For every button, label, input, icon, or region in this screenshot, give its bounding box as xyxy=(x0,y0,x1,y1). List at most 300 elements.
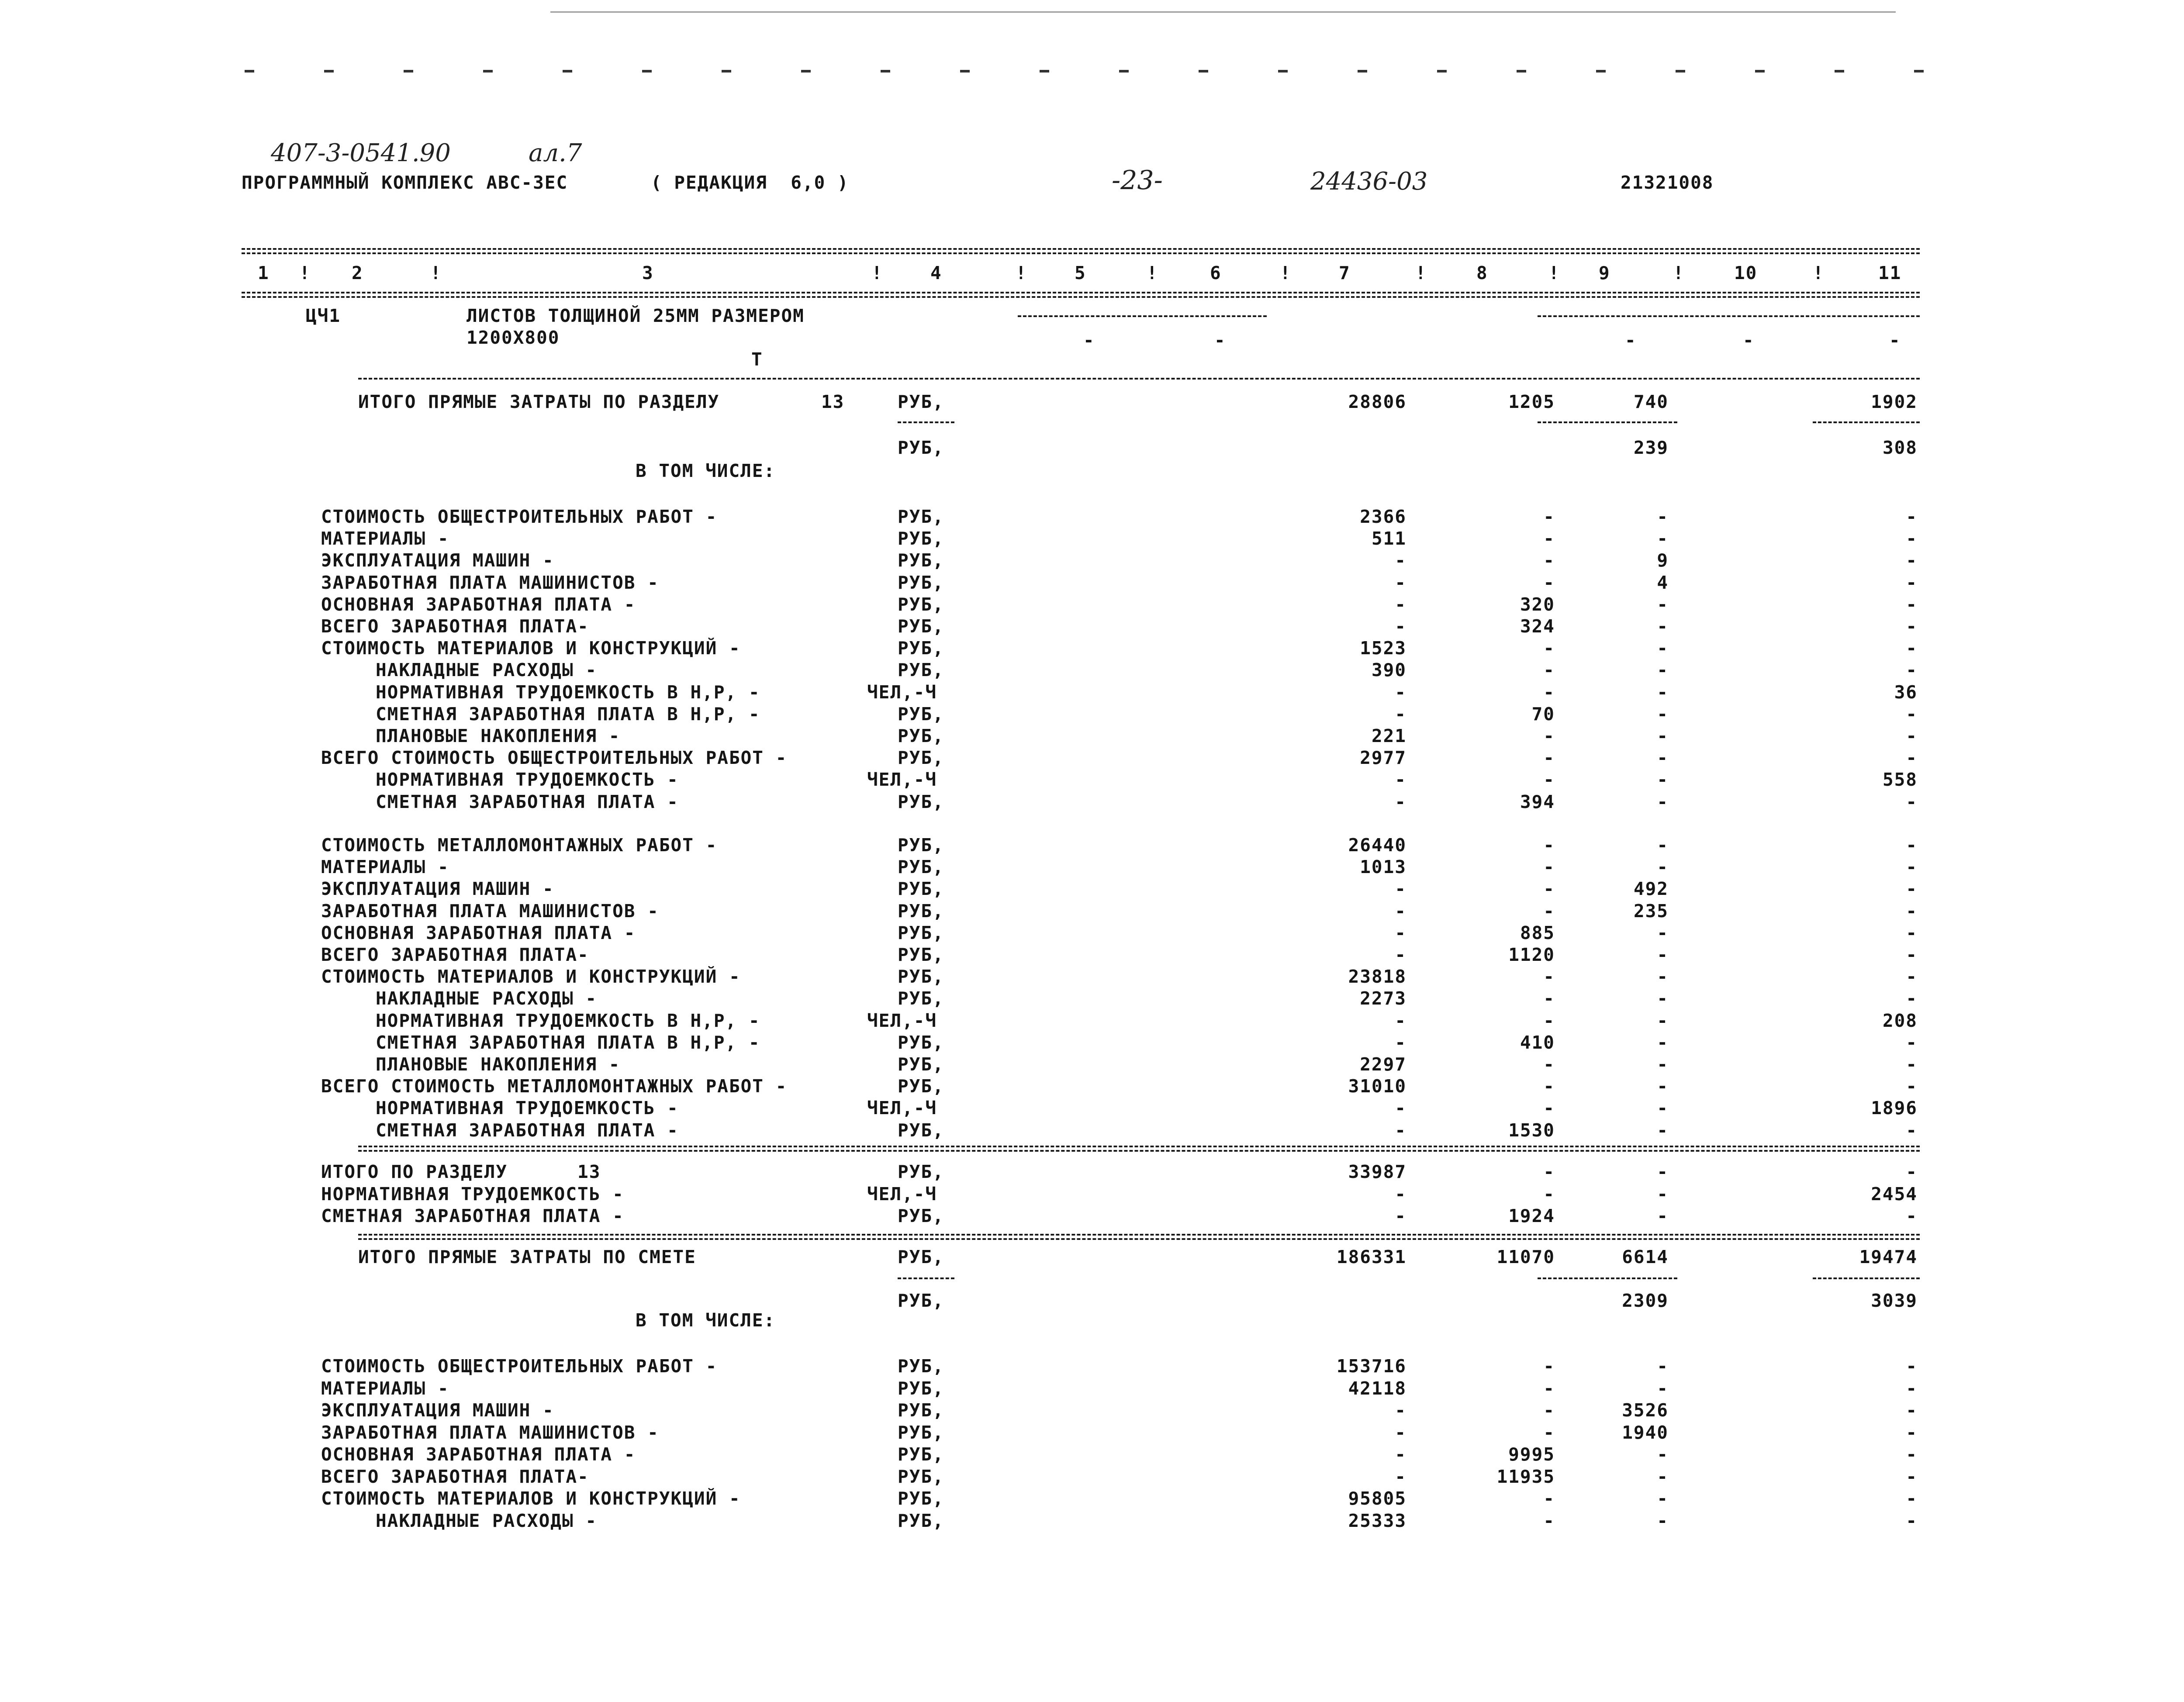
row-col7: 23818 xyxy=(1348,966,1406,987)
column-header-rule xyxy=(242,292,1920,293)
row-col9: 1940 xyxy=(1622,1422,1669,1443)
estimate-total-col11b: 3039 xyxy=(1871,1290,1918,1311)
row-col9: - xyxy=(1657,506,1669,527)
row-unit: РУБ, xyxy=(898,1466,944,1487)
row-label: НАКЛАДНЫЕ РАСХОДЫ - xyxy=(376,988,597,1009)
column-header-rule-2 xyxy=(242,296,1920,298)
row-unit: РУБ, xyxy=(898,1356,944,1377)
row-unit: РУБ, xyxy=(898,988,944,1009)
row-col8: - xyxy=(1543,1400,1555,1421)
item-description-line2: 1200Х800 xyxy=(467,327,560,348)
row-col8: 324 xyxy=(1520,616,1555,637)
column-number: 3 xyxy=(642,262,654,283)
row-col7: 25333 xyxy=(1348,1510,1406,1531)
printer-tick xyxy=(1835,70,1844,72)
section-totals-rule-2 xyxy=(358,1150,1920,1152)
row-col9: - xyxy=(1657,1161,1669,1182)
row-label: СМЕТНАЯ ЗАРАБОТНАЯ ПЛАТА - xyxy=(321,1205,624,1226)
including-heading-2: В ТОМ ЧИСЛЕ: xyxy=(636,1310,776,1331)
section-total-label: ИТОГО ПРЯМЫЕ ЗАТРАТЫ ПО РАЗДЕЛУ xyxy=(358,391,720,412)
section-total-unit2: РУБ, xyxy=(898,437,944,458)
column-number: 2 xyxy=(352,262,363,283)
row-col7: - xyxy=(1395,1466,1406,1487)
row-label: ОСНОВНАЯ ЗАРАБОТНАЯ ПЛАТА - xyxy=(321,1444,636,1465)
row-col11: - xyxy=(1906,944,1918,965)
row-col8: - xyxy=(1543,966,1555,987)
printer-tick xyxy=(722,70,731,72)
row-col8: - xyxy=(1543,1488,1555,1509)
row-col11: - xyxy=(1906,572,1918,593)
row-col9: - xyxy=(1657,791,1669,812)
handwritten-doc-number: 24436-03 xyxy=(1310,167,1428,196)
row-col7: - xyxy=(1395,791,1406,812)
row-unit: РУБ, xyxy=(898,1377,944,1399)
row-unit: РУБ, xyxy=(898,703,944,725)
printer-tick xyxy=(1755,70,1765,72)
row-col11: - xyxy=(1906,856,1918,878)
item-rule-a xyxy=(1018,315,1267,317)
row-col9: - xyxy=(1657,594,1669,615)
row-col7: - xyxy=(1395,1422,1406,1443)
row-col7: 221 xyxy=(1371,725,1406,746)
row-col9: - xyxy=(1657,638,1669,659)
row-col11: - xyxy=(1906,1161,1918,1182)
row-col8: - xyxy=(1543,638,1555,659)
section-total-subrule xyxy=(898,421,954,423)
row-unit: РУБ, xyxy=(898,1054,944,1075)
estimate-total-label: ИТОГО ПРЯМЫЕ ЗАТРАТЫ ПО СМЕТЕ xyxy=(358,1246,696,1267)
row-label: СТОИМОСТЬ МАТЕРИАЛОВ И КОНСТРУКЦИЙ - xyxy=(321,966,741,987)
row-col8: - xyxy=(1543,659,1555,681)
column-separator: ! xyxy=(1548,262,1560,283)
row-col9: - xyxy=(1657,769,1669,791)
top-border-line xyxy=(550,11,1896,13)
row-col11: - xyxy=(1906,791,1918,812)
row-col7: 26440 xyxy=(1348,835,1406,856)
row-label: ЭКСПЛУАТАЦИЯ МАШИН - xyxy=(321,878,554,900)
row-label: ИТОГО ПО РАЗДЕЛУ 13 xyxy=(321,1161,601,1182)
row-col9: - xyxy=(1657,1054,1669,1075)
row-unit: РУБ, xyxy=(898,791,944,812)
row-col7: - xyxy=(1395,878,1406,900)
row-col11: - xyxy=(1906,900,1918,922)
row-unit: РУБ, xyxy=(898,1161,944,1182)
estimate-total-rule-2 xyxy=(358,1238,1920,1240)
row-col9: - xyxy=(1657,659,1669,681)
column-number: 4 xyxy=(930,262,942,283)
item-description-line1: ЛИСТОВ ТОЛЩИНОЙ 25ММ РАЗМЕРОМ xyxy=(467,305,805,326)
row-label: ВСЕГО СТОИМОСТЬ ОБЩЕСТРОИТЕЛЬНЫХ РАБОТ - xyxy=(321,747,788,769)
row-col7: - xyxy=(1395,681,1406,703)
row-col11: - xyxy=(1906,835,1918,856)
row-col11: - xyxy=(1906,1377,1918,1399)
row-col8: 1924 xyxy=(1508,1205,1555,1226)
row-col7: - xyxy=(1395,1400,1406,1421)
row-col9: 4 xyxy=(1657,572,1669,593)
section-total-rule xyxy=(358,378,1920,380)
row-col9: - xyxy=(1657,835,1669,856)
section-total-unit: РУБ, xyxy=(898,391,944,412)
row-col11: - xyxy=(1906,550,1918,571)
row-col9: - xyxy=(1657,1010,1669,1031)
row-label: СТОИМОСТЬ ОБЩЕСТРОИТЕЛЬНЫХ РАБОТ - xyxy=(321,506,718,527)
row-unit: ЧЕЛ,-Ч xyxy=(867,1183,937,1205)
row-col11: - xyxy=(1906,1054,1918,1075)
row-unit: РУБ, xyxy=(898,659,944,681)
row-col9: - xyxy=(1657,1119,1669,1141)
program-title: ПРОГРАММНЫЙ КОМПЛЕКС АВС-ЗЕС xyxy=(242,172,568,193)
row-col7: 2297 xyxy=(1360,1054,1406,1075)
printer-tick xyxy=(1199,70,1208,72)
row-unit: РУБ, xyxy=(898,550,944,571)
column-separator: ! xyxy=(1147,262,1158,283)
row-label: НАКЛАДНЫЕ РАСХОДЫ - xyxy=(376,1510,597,1531)
row-col11: - xyxy=(1906,1488,1918,1509)
row-col8: - xyxy=(1543,835,1555,856)
row-col9: - xyxy=(1657,988,1669,1009)
row-col8: 9995 xyxy=(1508,1444,1555,1465)
printer-tick xyxy=(881,70,890,72)
row-col7: - xyxy=(1395,1444,1406,1465)
column-number: 8 xyxy=(1476,262,1488,283)
row-col7: - xyxy=(1395,572,1406,593)
row-col7: - xyxy=(1395,703,1406,725)
printer-tick xyxy=(1119,70,1129,72)
row-col8: 1530 xyxy=(1508,1119,1555,1141)
row-col8: 320 xyxy=(1520,594,1555,615)
handwritten-album: ал.7 xyxy=(529,139,582,167)
column-number: 5 xyxy=(1075,262,1086,283)
row-col9: - xyxy=(1657,1183,1669,1205)
row-col9: 492 xyxy=(1633,878,1669,900)
row-unit: РУБ, xyxy=(898,1510,944,1531)
row-unit: РУБ, xyxy=(898,1205,944,1226)
row-col11: 1896 xyxy=(1871,1098,1918,1119)
row-col11: - xyxy=(1906,988,1918,1009)
row-col9: 9 xyxy=(1657,550,1669,571)
estimate-total-unit: РУБ, xyxy=(898,1246,944,1267)
row-col7: 1013 xyxy=(1360,856,1406,878)
row-col7: - xyxy=(1395,1098,1406,1119)
item-dash: - xyxy=(1889,330,1900,351)
row-col8: - xyxy=(1543,747,1555,769)
row-unit: РУБ, xyxy=(898,616,944,637)
row-col7: - xyxy=(1395,1205,1406,1226)
column-number: 6 xyxy=(1210,262,1222,283)
column-separator: ! xyxy=(1415,262,1427,283)
row-label: СТОИМОСТЬ МЕТАЛЛОМОНТАЖНЫХ РАБОТ - xyxy=(321,835,718,856)
row-unit: РУБ, xyxy=(898,528,944,549)
row-label: ПЛАНОВЫЕ НАКОПЛЕНИЯ - xyxy=(376,725,621,746)
row-col11: - xyxy=(1906,922,1918,943)
column-number: 11 xyxy=(1878,262,1902,283)
row-col7: 95805 xyxy=(1348,1488,1406,1509)
estimate-total-subrule xyxy=(898,1277,954,1279)
printer-tick xyxy=(404,70,413,72)
row-col8: - xyxy=(1543,506,1555,527)
row-col7: - xyxy=(1395,769,1406,791)
row-col7: 2273 xyxy=(1360,988,1406,1009)
row-label: НОРМАТИВНАЯ ТРУДОЕМКОСТЬ - xyxy=(321,1183,624,1205)
row-label: ПЛАНОВЫЕ НАКОПЛЕНИЯ - xyxy=(376,1054,621,1075)
row-col7: - xyxy=(1395,1032,1406,1053)
row-col11: - xyxy=(1906,878,1918,900)
row-col11: - xyxy=(1906,506,1918,527)
row-label: СТОИМОСТЬ МАТЕРИАЛОВ И КОНСТРУКЦИЙ - xyxy=(321,638,741,659)
row-col9: - xyxy=(1657,725,1669,746)
row-col9: - xyxy=(1657,703,1669,725)
section-total-col11: 1902 xyxy=(1871,391,1918,412)
row-unit: ЧЕЛ,-Ч xyxy=(867,1098,937,1119)
row-col11: - xyxy=(1906,594,1918,615)
row-unit: ЧЕЛ,-Ч xyxy=(867,1010,937,1031)
row-unit: ЧЕЛ,-Ч xyxy=(867,681,937,703)
row-col8: - xyxy=(1543,725,1555,746)
printer-tick xyxy=(1040,70,1049,72)
table-top-rule xyxy=(242,248,1920,250)
row-col8: 885 xyxy=(1520,922,1555,943)
row-col8: - xyxy=(1543,572,1555,593)
row-col8: - xyxy=(1543,1054,1555,1075)
estimate-total-rule xyxy=(358,1234,1920,1236)
row-col8: - xyxy=(1543,1098,1555,1119)
item-unit: Т xyxy=(751,349,763,370)
estimate-total-col11: 19474 xyxy=(1859,1246,1918,1267)
printer-tick xyxy=(563,70,572,72)
row-col8: - xyxy=(1543,528,1555,549)
row-label: МАТЕРИАЛЫ - xyxy=(321,1377,449,1399)
table-top-rule-2 xyxy=(242,252,1920,254)
handwritten-code: 407-3-0541.90 xyxy=(271,139,451,167)
row-col7: - xyxy=(1395,594,1406,615)
printer-tick xyxy=(1914,70,1924,72)
row-col11: - xyxy=(1906,1400,1918,1421)
estimate-total-unit2: РУБ, xyxy=(898,1290,944,1311)
row-col8: - xyxy=(1543,1183,1555,1205)
row-col7: - xyxy=(1395,1183,1406,1205)
row-col9: - xyxy=(1657,944,1669,965)
row-col7: - xyxy=(1395,550,1406,571)
row-col11: - xyxy=(1906,1444,1918,1465)
row-col7: 153716 xyxy=(1336,1356,1406,1377)
row-col9: - xyxy=(1657,1076,1669,1097)
row-unit: РУБ, xyxy=(898,594,944,615)
document-code: 21321008 xyxy=(1621,172,1714,193)
row-col9: - xyxy=(1657,1032,1669,1053)
row-unit: РУБ, xyxy=(898,1400,944,1421)
row-unit: РУБ, xyxy=(898,900,944,922)
row-unit: РУБ, xyxy=(898,944,944,965)
row-col9: 235 xyxy=(1633,900,1669,922)
row-col7: - xyxy=(1395,1010,1406,1031)
row-col11: - xyxy=(1906,659,1918,681)
row-col9: - xyxy=(1657,922,1669,943)
row-label: СТОИМОСТЬ ОБЩЕСТРОИТЕЛЬНЫХ РАБОТ - xyxy=(321,1356,718,1377)
row-unit: РУБ, xyxy=(898,725,944,746)
estimate-total-col7: 186331 xyxy=(1336,1246,1406,1267)
row-unit: РУБ, xyxy=(898,1119,944,1141)
row-col7: 2977 xyxy=(1360,747,1406,769)
row-col9: - xyxy=(1657,1377,1669,1399)
row-col8: 11935 xyxy=(1496,1466,1555,1487)
printer-tick xyxy=(1358,70,1367,72)
row-label: НОРМАТИВНАЯ ТРУДОЕМКОСТЬ - xyxy=(376,1098,679,1119)
row-unit: РУБ, xyxy=(898,1032,944,1053)
row-label: НОРМАТИВНАЯ ТРУДОЕМКОСТЬ В Н,Р, - xyxy=(376,1010,760,1031)
section-total-col7: 28806 xyxy=(1348,391,1406,412)
row-label: СМЕТНАЯ ЗАРАБОТНАЯ ПЛАТА В Н,Р, - xyxy=(376,1032,760,1053)
row-col11: - xyxy=(1906,703,1918,725)
printer-tick xyxy=(960,70,970,72)
row-col9: - xyxy=(1657,1098,1669,1119)
row-col8: - xyxy=(1543,1010,1555,1031)
row-col7: 42118 xyxy=(1348,1377,1406,1399)
row-label: ЗАРАБОТНАЯ ПЛАТА МАШИНИСТОВ - xyxy=(321,572,659,593)
row-col8: - xyxy=(1543,900,1555,922)
row-label: СТОИМОСТЬ МАТЕРИАЛОВ И КОНСТРУКЦИЙ - xyxy=(321,1488,741,1509)
row-col7: 390 xyxy=(1371,659,1406,681)
row-label: ВСЕГО ЗАРАБОТНАЯ ПЛАТА- xyxy=(321,944,589,965)
item-dash: - xyxy=(1625,330,1636,351)
row-col8: - xyxy=(1543,550,1555,571)
section-total-col9b: 239 xyxy=(1633,437,1669,458)
printer-tick xyxy=(1517,70,1526,72)
row-unit: РУБ, xyxy=(898,922,944,943)
row-col8: 410 xyxy=(1520,1032,1555,1053)
row-label: ВСЕГО ЗАРАБОТНАЯ ПЛАТА- xyxy=(321,616,589,637)
estimate-total-col9: 6614 xyxy=(1622,1246,1669,1267)
row-col11: 558 xyxy=(1882,769,1918,791)
row-col7: - xyxy=(1395,616,1406,637)
column-separator: ! xyxy=(1280,262,1292,283)
printer-tick xyxy=(483,70,493,72)
row-col8: - xyxy=(1543,988,1555,1009)
row-col8: - xyxy=(1543,1510,1555,1531)
column-number: 9 xyxy=(1599,262,1610,283)
section-total-subrule xyxy=(1813,421,1920,423)
row-unit: РУБ, xyxy=(898,835,944,856)
row-label: ЭКСПЛУАТАЦИЯ МАШИН - xyxy=(321,1400,554,1421)
row-col11: 208 xyxy=(1882,1010,1918,1031)
row-col11: 2454 xyxy=(1871,1183,1918,1205)
row-unit: РУБ, xyxy=(898,878,944,900)
row-col11: - xyxy=(1906,1422,1918,1443)
row-col11: - xyxy=(1906,725,1918,746)
section-total-subrule xyxy=(1538,421,1677,423)
row-col7: 31010 xyxy=(1348,1076,1406,1097)
row-col7: 33987 xyxy=(1348,1161,1406,1182)
column-separator: ! xyxy=(1016,262,1027,283)
row-col9: - xyxy=(1657,616,1669,637)
row-label: ЭКСПЛУАТАЦИЯ МАШИН - xyxy=(321,550,554,571)
row-col7: - xyxy=(1395,944,1406,965)
including-heading: В ТОМ ЧИСЛЕ: xyxy=(636,460,776,481)
row-label: МАТЕРИАЛЫ - xyxy=(321,528,449,549)
printer-tick xyxy=(1278,70,1288,72)
row-label: НОРМАТИВНАЯ ТРУДОЕМКОСТЬ - xyxy=(376,769,679,791)
column-separator: ! xyxy=(299,262,311,283)
row-unit: РУБ, xyxy=(898,1488,944,1509)
row-col9: - xyxy=(1657,1466,1669,1487)
row-unit: РУБ, xyxy=(898,1444,944,1465)
row-label: ЗАРАБОТНАЯ ПЛАТА МАШИНИСТОВ - xyxy=(321,1422,659,1443)
row-col8: - xyxy=(1543,769,1555,791)
row-col11: - xyxy=(1906,747,1918,769)
page-number: -23- xyxy=(1112,165,1163,196)
row-label: СМЕТНАЯ ЗАРАБОТНАЯ ПЛАТА - xyxy=(376,1119,679,1141)
row-col8: 1120 xyxy=(1508,944,1555,965)
row-unit: РУБ, xyxy=(898,747,944,769)
section-totals-rule xyxy=(358,1146,1920,1147)
row-label: НАКЛАДНЫЕ РАСХОДЫ - xyxy=(376,659,597,681)
row-col11: - xyxy=(1906,1032,1918,1053)
row-col7: 511 xyxy=(1371,528,1406,549)
row-unit: РУБ, xyxy=(898,1422,944,1443)
printer-tick xyxy=(1676,70,1685,72)
row-col9: 3526 xyxy=(1622,1400,1669,1421)
row-col9: - xyxy=(1657,966,1669,987)
row-col8: - xyxy=(1543,681,1555,703)
row-col11: - xyxy=(1906,528,1918,549)
row-col11: - xyxy=(1906,638,1918,659)
row-col9: - xyxy=(1657,681,1669,703)
edition-label: ( РЕДАКЦИЯ 6,0 ) xyxy=(651,172,849,193)
item-dash: - xyxy=(1083,330,1094,351)
row-col8: - xyxy=(1543,856,1555,878)
item-rule-b xyxy=(1538,315,1920,317)
item-dash: - xyxy=(1743,330,1754,351)
row-col7: - xyxy=(1395,1119,1406,1141)
row-unit: РУБ, xyxy=(898,506,944,527)
row-col8: 394 xyxy=(1520,791,1555,812)
row-col11: - xyxy=(1906,1510,1918,1531)
row-col11: 36 xyxy=(1894,681,1918,703)
row-col8: 70 xyxy=(1531,703,1555,725)
section-total-col8: 1205 xyxy=(1508,391,1555,412)
row-col9: - xyxy=(1657,856,1669,878)
estimate-total-col8: 11070 xyxy=(1496,1246,1555,1267)
estimate-total-subrule xyxy=(1538,1277,1677,1279)
row-col9: - xyxy=(1657,528,1669,549)
row-col7: 2366 xyxy=(1360,506,1406,527)
row-col11: - xyxy=(1906,1076,1918,1097)
column-separator: ! xyxy=(1673,262,1685,283)
row-col11: - xyxy=(1906,1356,1918,1377)
row-col11: - xyxy=(1906,1205,1918,1226)
row-col9: - xyxy=(1657,1356,1669,1377)
row-col8: - xyxy=(1543,1161,1555,1182)
row-col8: - xyxy=(1543,1076,1555,1097)
row-label: ОСНОВНАЯ ЗАРАБОТНАЯ ПЛАТА - xyxy=(321,594,636,615)
section-total-col9: 740 xyxy=(1633,391,1669,412)
column-separator: ! xyxy=(1813,262,1825,283)
printer-tick xyxy=(245,70,254,72)
item-dash: - xyxy=(1214,330,1225,351)
row-col8: - xyxy=(1543,1422,1555,1443)
row-label: СМЕТНАЯ ЗАРАБОТНАЯ ПЛАТА В Н,Р, - xyxy=(376,703,760,725)
row-unit: РУБ, xyxy=(898,966,944,987)
column-separator: ! xyxy=(430,262,442,283)
row-col8: - xyxy=(1543,1377,1555,1399)
row-col9: - xyxy=(1657,1205,1669,1226)
row-col11: - xyxy=(1906,616,1918,637)
row-label: ОСНОВНАЯ ЗАРАБОТНАЯ ПЛАТА - xyxy=(321,922,636,943)
row-unit: РУБ, xyxy=(898,572,944,593)
printer-tick xyxy=(324,70,334,72)
printer-tick xyxy=(1437,70,1447,72)
item-code: ЦЧ1 xyxy=(306,305,341,326)
row-col9: - xyxy=(1657,747,1669,769)
